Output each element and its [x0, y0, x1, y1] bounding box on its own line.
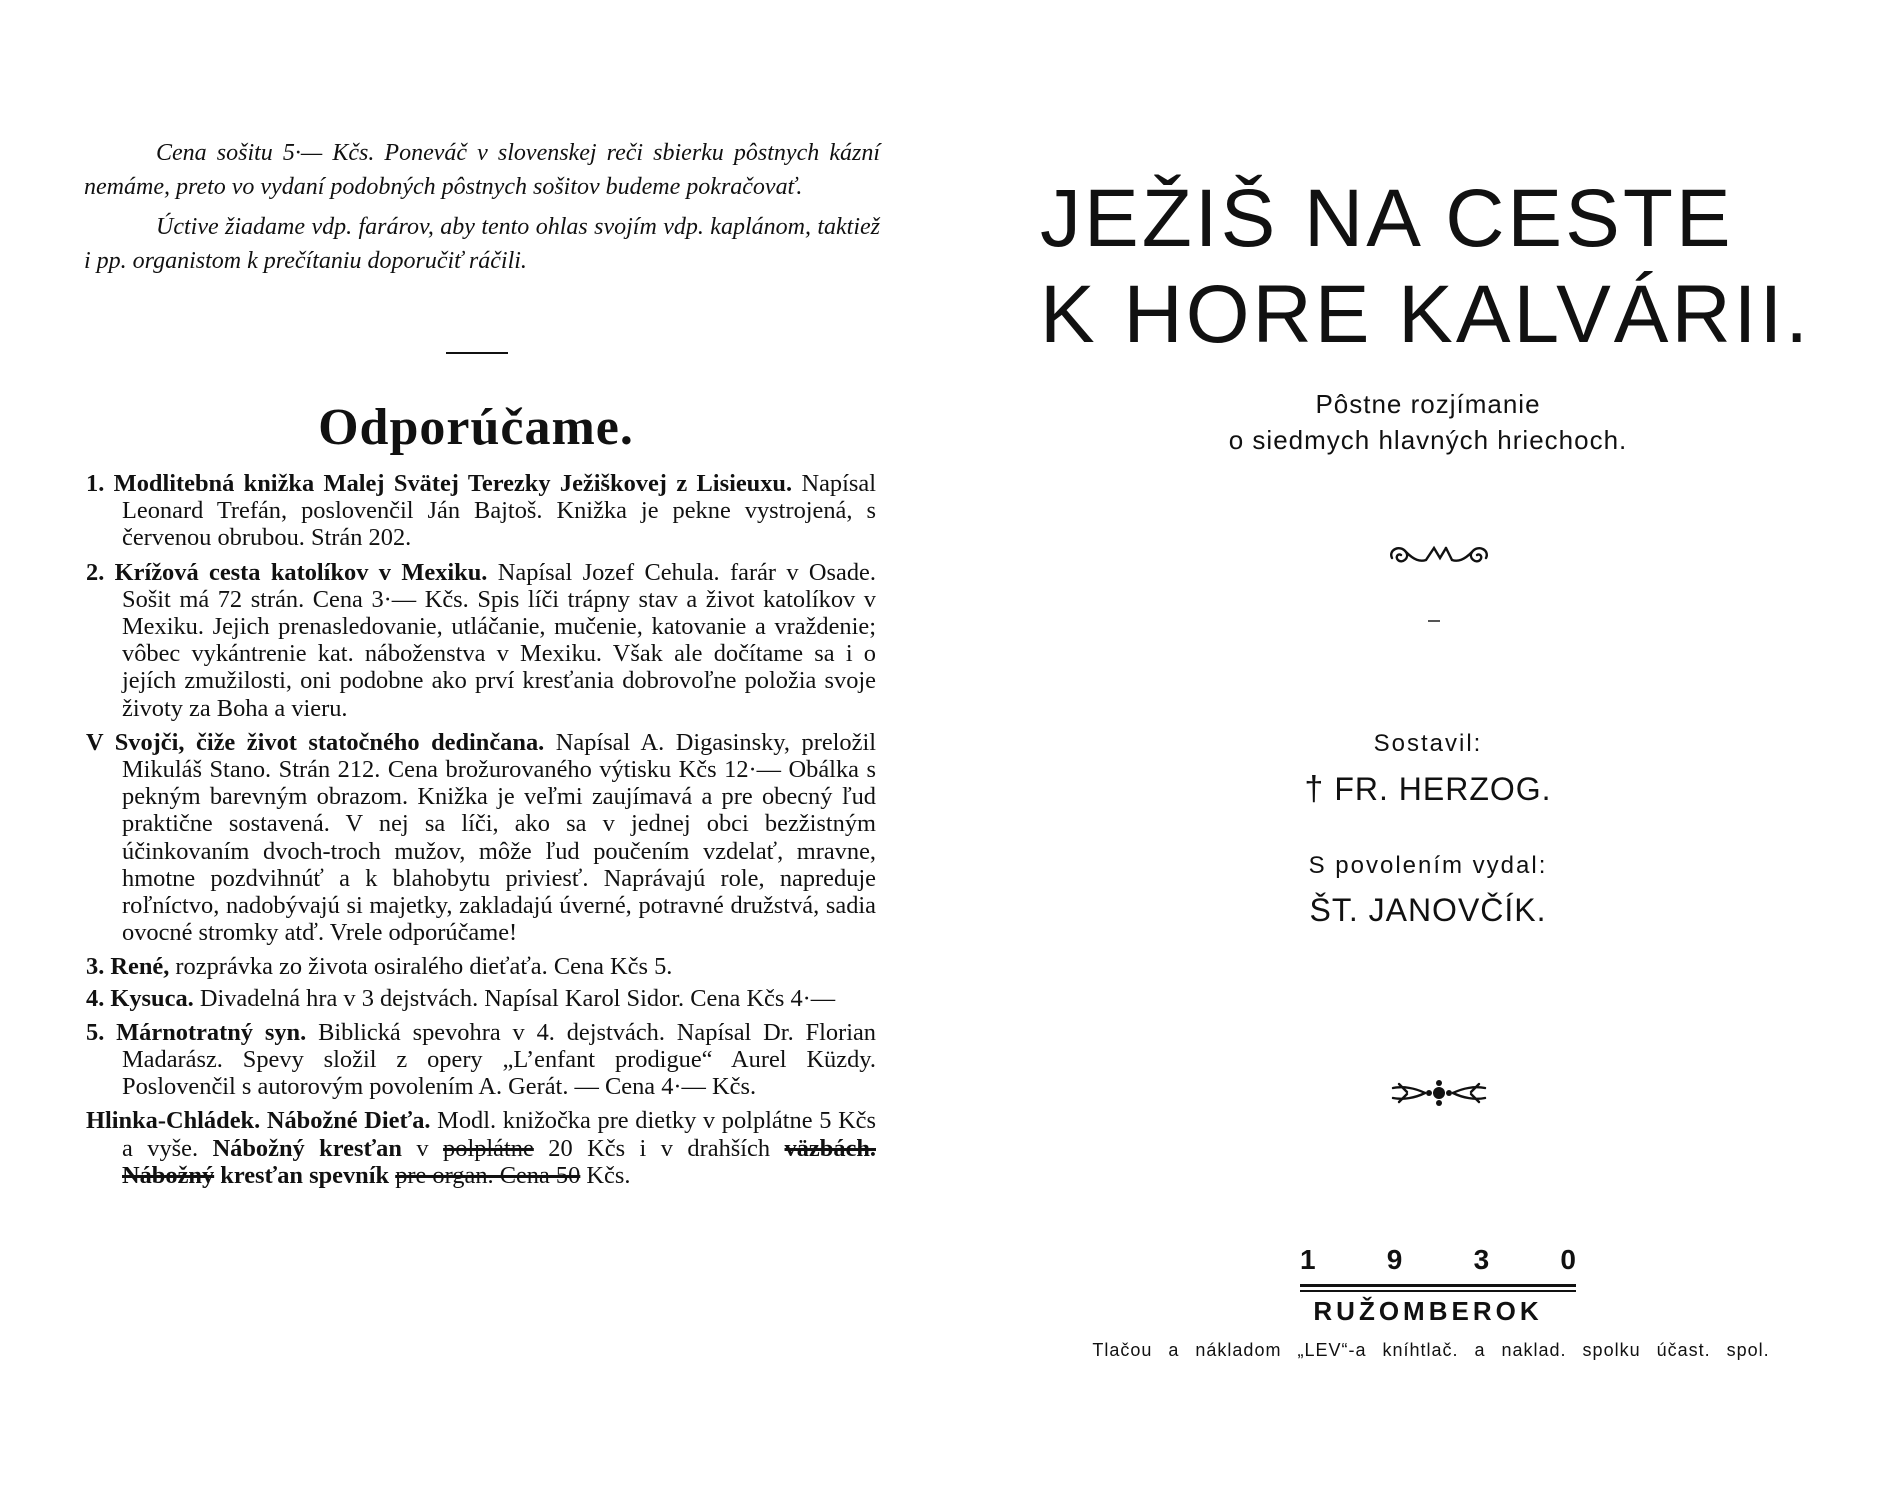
item-text: Napísal A. Digasinsky, preložil Mikuláš Stano. Strán 212. Cena brožurovaného výtisku Kčs 12·— Obálka s pekným barevným obrazom. Knižka je veľmi zaujímavá a pre obecný ľud praktične sostavená. V nej sa líči, ako sa v jednej obci bezžistným účinkovaním dvoch-troch mužov, môže ľud poučením vzdelať, mravne, hmotne pozdvihnúť a k blahobytu priviesť. Naprávajú role, napreduje roľníctvo, nadobývajú si majetky, zakladajú úverné, potravné družstvá, sadia ovocné stromky atď. Vrele odporúčame!	[122, 728, 876, 947]
double-rule-divider	[1300, 1284, 1576, 1292]
item-text: rozprávka zo života osiralého dieťaťa. Cena Kčs 5.	[169, 953, 673, 981]
item-text: v	[401, 1134, 444, 1162]
recommendations-heading: Odporúčame.	[318, 399, 634, 456]
list-item	[86, 559, 876, 722]
item-title: Hlinka-Chládek. Nábožné Dieťa.	[86, 1107, 431, 1135]
item-text: Napísal Jozef Cehula. farár v Osade. Sošit má 72 strán. Cena 3·— Kčs. Spis líči trápny stav a život katolíkov v Mexiku. Jejich prenasledovanie, utláčanie, mučenie, katovanie a vraždenie; vôbec vykántrenie kat. náboženstva v Mexiku. Však ale dočítame sa i o jejích zmužilosti, oni podobne ako prví kresťania dobrovoľne položia svoje životy za Boha a vieru.	[122, 558, 876, 722]
publisher-name: ŠT. JANOVČÍK.	[1309, 892, 1547, 928]
struck-text: pre organ. Cena 50	[395, 1161, 581, 1189]
list-item	[86, 985, 876, 1012]
item-text: Divadelná hra v 3 dejstvách. Napísal Karol Sidor. Cena Kčs 4·—	[193, 984, 836, 1012]
title-page	[952, 0, 1904, 1500]
item-bold-text: kresťan spevník	[214, 1161, 390, 1189]
recommendations-list	[86, 470, 876, 1196]
item-text: Kčs.	[580, 1161, 631, 1189]
item-title: 5. Márnotratný syn.	[86, 1018, 307, 1046]
item-text: Biblická spevohra v 4. dejstvách. Napísal Dr. Florian Madarász. Spevy složil z opery „L’enfant prodigue“ Aurel Küzdy. Poslovenčil s autorovým povolením A. Gerát. — Cena 4·— Kčs.	[122, 1018, 876, 1101]
item-text: 20 Kčs i v drahších	[533, 1134, 785, 1162]
cross-icon: †	[1304, 770, 1325, 808]
subtitle-line-1: Pôstne rozjímanie	[1315, 389, 1541, 419]
book-title-line-2: K HORE KALVÁRII.	[1040, 269, 1812, 360]
item-title: 4. Kysuca.	[86, 984, 194, 1012]
list-item	[86, 729, 876, 947]
year-digit: 9	[1386, 1244, 1403, 1275]
year-digit: 0	[1560, 1244, 1576, 1275]
subtitle-line-2: o siedmych hlavných hriechoch.	[1228, 425, 1628, 455]
subtitle	[952, 386, 1904, 458]
item-text: Napísal Leonard Trefán, poslovenčil Ján Bajtoš. Knižka je pekne vystrojená, s červenou obrubou. Strán 202.	[122, 470, 876, 552]
flourish-ornament-icon	[1384, 538, 1494, 574]
item-bold-text: Nábožný kresťan	[212, 1134, 402, 1162]
list-item	[86, 470, 876, 552]
struck-text: väzbách. Nábožný	[122, 1134, 876, 1189]
struck-text: polplátne	[443, 1134, 534, 1162]
author-name: FR. HERZOG.	[1334, 771, 1552, 807]
publication-city: RUŽOMBEROK	[1313, 1296, 1543, 1326]
year-digit: 1	[1300, 1244, 1316, 1275]
floral-ornament-icon	[1389, 1076, 1489, 1110]
compiled-by-label: Sostavil:	[1373, 730, 1483, 757]
item-title: V Svojči, čiže život statočného dedinčana.	[86, 728, 545, 756]
item-title: 3. René,	[86, 953, 170, 981]
published-by-label: S povolením vydal:	[1308, 852, 1548, 879]
year-digit: 3	[1473, 1244, 1490, 1275]
item-text: Modl. knižočka pre dietky v polplátne 5 Kčs a vyše.	[122, 1107, 877, 1162]
list-item	[86, 1019, 876, 1101]
list-item	[86, 1107, 876, 1189]
intro-notice	[84, 136, 880, 278]
price-notice-paragraph: Cena sošitu 5·— Kčs. Poneváč v slovenskej reči sbierku pôstnych kázní nemáme, preto vo vydaní podobných pôstnych sošitov budeme pokračovať.	[84, 140, 880, 200]
request-paragraph: Úctive žiadame vdp. farárov, aby tento ohlas svojím vdp. kaplánom, taktiež i pp. organistom k prečítaniu doporučiť ráčili.	[84, 214, 880, 274]
publication-year	[1300, 1244, 1576, 1278]
list-item	[86, 953, 876, 980]
print-speck	[1428, 620, 1440, 622]
book-title-line-1: JEŽIŠ NA CESTE	[1040, 173, 1734, 264]
item-title: 1. Modlitebná knižka Malej Svätej Terezky Ježiškovej z Lisieuxu.	[86, 470, 793, 497]
divider	[446, 352, 508, 354]
item-title: 2. Krížová cesta katolíkov v Mexiku.	[86, 558, 488, 586]
author-line	[952, 770, 1904, 809]
printer-imprint: Tlačou a nákladom „LEV“-a kníhtlač. a naklad. spolku účast. spol.	[1092, 1340, 1770, 1360]
